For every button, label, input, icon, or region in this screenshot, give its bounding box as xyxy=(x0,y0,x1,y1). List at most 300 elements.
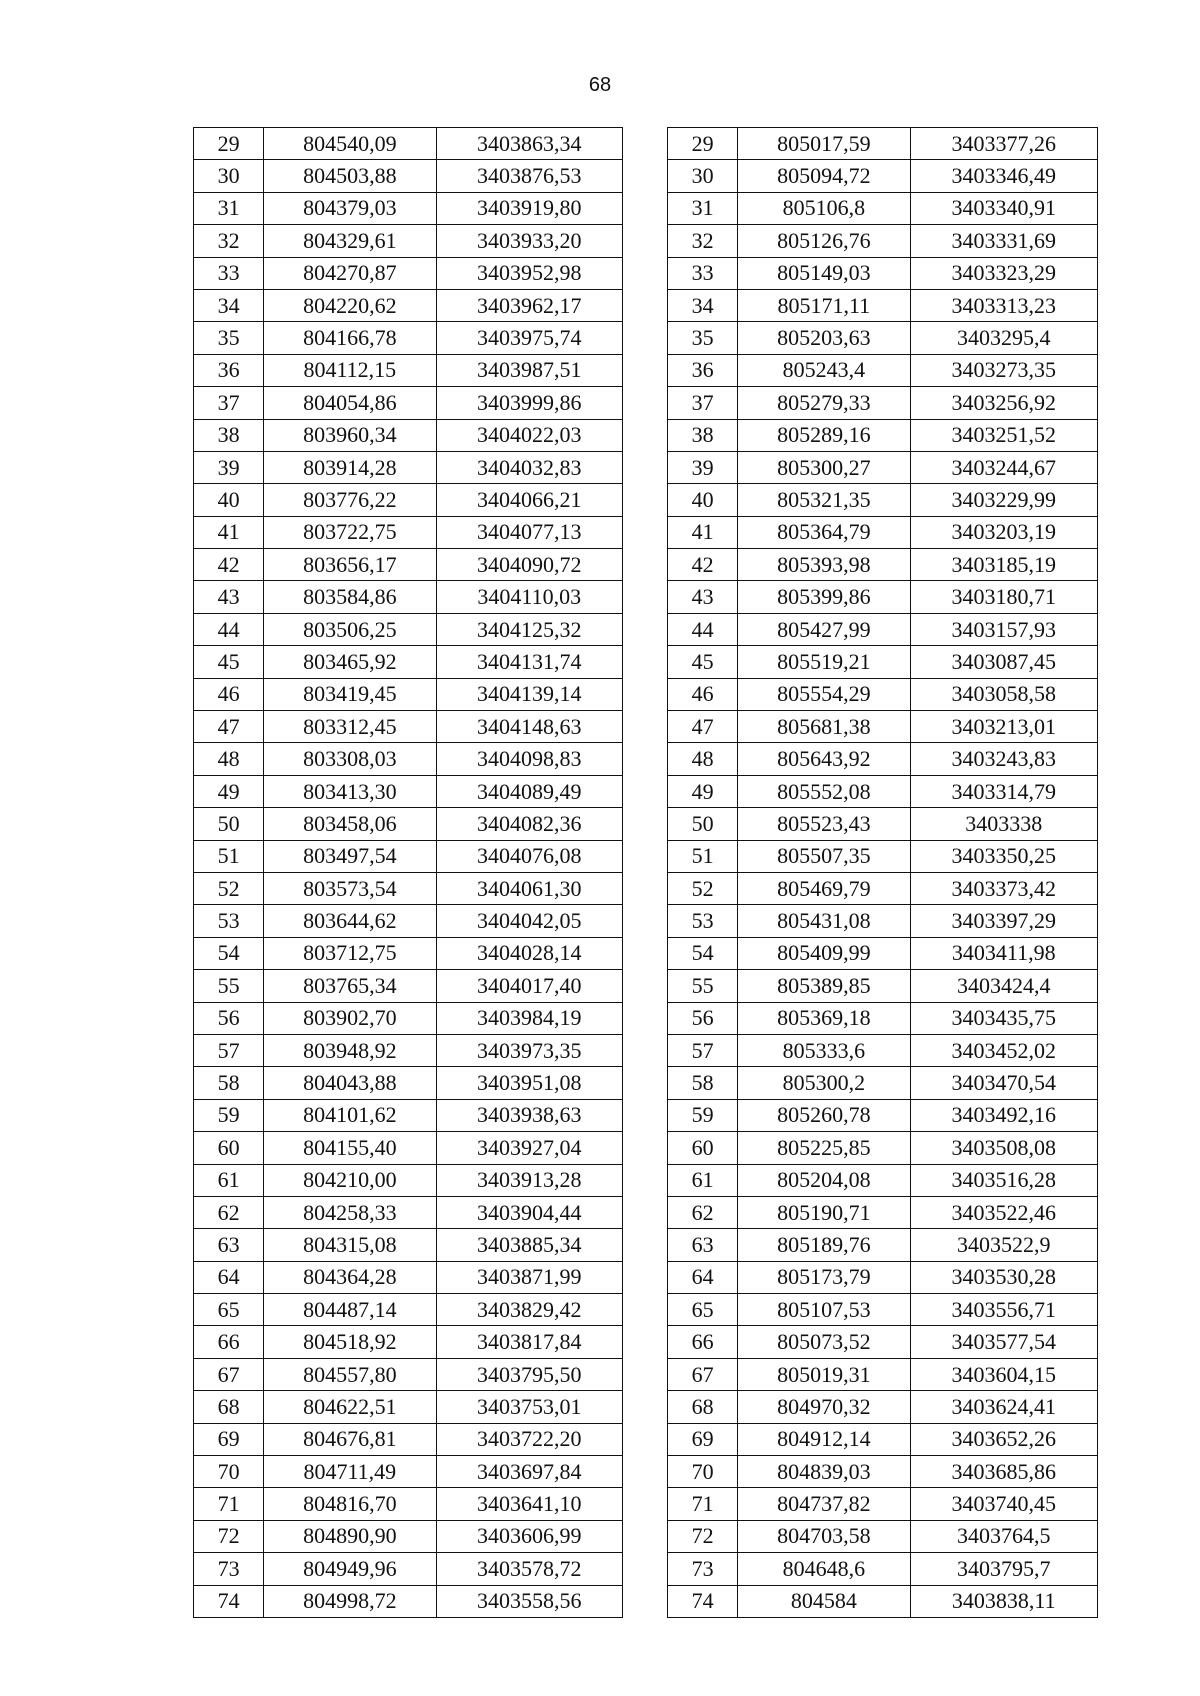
point-number-cell: 37 xyxy=(194,387,264,419)
point-number-cell: 46 xyxy=(668,678,738,710)
table-row xyxy=(194,322,623,354)
y-coordinate-cell: 3403087,45 xyxy=(910,646,1097,678)
point-number-cell: 50 xyxy=(194,808,264,840)
point-number-cell: 56 xyxy=(194,1002,264,1034)
y-coordinate-cell: 3403556,71 xyxy=(910,1294,1097,1326)
y-coordinate-cell: 3403919,80 xyxy=(436,192,622,224)
x-coordinate-cell: 805333,6 xyxy=(738,1034,910,1066)
x-coordinate-cell: 805126,76 xyxy=(738,225,910,257)
x-coordinate-cell: 804503,88 xyxy=(264,160,436,192)
x-coordinate-cell: 804315,08 xyxy=(264,1229,436,1261)
y-coordinate-cell: 3403652,26 xyxy=(910,1423,1097,1455)
point-number-cell: 68 xyxy=(194,1391,264,1423)
table-row xyxy=(194,225,623,257)
y-coordinate-cell: 3404077,13 xyxy=(436,516,622,548)
x-coordinate-cell: 805369,18 xyxy=(738,1002,910,1034)
page-number: 68 xyxy=(588,74,612,96)
x-coordinate-cell: 804648,6 xyxy=(738,1553,910,1585)
point-number-cell: 70 xyxy=(668,1456,738,1488)
point-number-cell: 49 xyxy=(194,775,264,807)
table-row xyxy=(668,160,1098,192)
x-coordinate-cell: 804379,03 xyxy=(264,192,436,224)
x-coordinate-cell: 805321,35 xyxy=(738,484,910,516)
point-number-cell: 67 xyxy=(668,1358,738,1390)
x-coordinate-cell: 805260,78 xyxy=(738,1099,910,1131)
table-row xyxy=(668,1099,1098,1131)
x-coordinate-cell: 803573,54 xyxy=(264,872,436,904)
y-coordinate-cell: 3403829,42 xyxy=(436,1294,622,1326)
table-row xyxy=(194,516,623,548)
y-coordinate-cell: 3403516,28 xyxy=(910,1164,1097,1196)
y-coordinate-cell: 3403346,49 xyxy=(910,160,1097,192)
point-number-cell: 34 xyxy=(194,289,264,321)
point-number-cell: 72 xyxy=(668,1520,738,1552)
point-number-cell: 70 xyxy=(194,1456,264,1488)
x-coordinate-cell: 805149,03 xyxy=(738,257,910,289)
point-number-cell: 47 xyxy=(668,711,738,743)
y-coordinate-cell: 3403604,15 xyxy=(910,1358,1097,1390)
table-row xyxy=(668,1326,1098,1358)
table-row xyxy=(668,1585,1098,1617)
y-coordinate-cell: 3403377,26 xyxy=(910,128,1097,160)
table-row xyxy=(668,646,1098,678)
point-number-cell: 62 xyxy=(668,1196,738,1228)
x-coordinate-cell: 805289,16 xyxy=(738,419,910,451)
table-row xyxy=(668,1229,1098,1261)
y-coordinate-cell: 3403338 xyxy=(910,808,1097,840)
point-number-cell: 57 xyxy=(194,1034,264,1066)
table-row xyxy=(668,775,1098,807)
x-coordinate-cell: 804998,72 xyxy=(264,1585,436,1617)
point-number-cell: 42 xyxy=(194,549,264,581)
table-row xyxy=(194,549,623,581)
point-number-cell: 43 xyxy=(668,581,738,613)
x-coordinate-cell: 804329,61 xyxy=(264,225,436,257)
point-number-cell: 33 xyxy=(194,257,264,289)
x-coordinate-cell: 803914,28 xyxy=(264,451,436,483)
y-coordinate-cell: 3403350,25 xyxy=(910,840,1097,872)
y-coordinate-cell: 3404090,72 xyxy=(436,549,622,581)
point-number-cell: 65 xyxy=(668,1294,738,1326)
table-row xyxy=(668,1261,1098,1293)
point-number-cell: 41 xyxy=(194,516,264,548)
table-row xyxy=(194,1099,623,1131)
y-coordinate-cell: 3403470,54 xyxy=(910,1067,1097,1099)
point-number-cell: 48 xyxy=(668,743,738,775)
table-row xyxy=(194,1326,623,1358)
y-coordinate-cell: 3403938,63 xyxy=(436,1099,622,1131)
table-row xyxy=(194,1423,623,1455)
y-coordinate-cell: 3403722,20 xyxy=(436,1423,622,1455)
point-number-cell: 68 xyxy=(668,1391,738,1423)
table-row xyxy=(668,808,1098,840)
x-coordinate-cell: 804220,62 xyxy=(264,289,436,321)
x-coordinate-cell: 804890,90 xyxy=(264,1520,436,1552)
point-number-cell: 73 xyxy=(194,1553,264,1585)
point-number-cell: 69 xyxy=(668,1423,738,1455)
x-coordinate-cell: 804043,88 xyxy=(264,1067,436,1099)
point-number-cell: 43 xyxy=(194,581,264,613)
x-coordinate-cell: 804622,51 xyxy=(264,1391,436,1423)
y-coordinate-cell: 3403522,9 xyxy=(910,1229,1097,1261)
y-coordinate-cell: 3403180,71 xyxy=(910,581,1097,613)
y-coordinate-cell: 3403185,19 xyxy=(910,549,1097,581)
y-coordinate-cell: 3403740,45 xyxy=(910,1488,1097,1520)
table-row xyxy=(668,419,1098,451)
x-coordinate-cell: 805507,35 xyxy=(738,840,910,872)
y-coordinate-cell: 3403927,04 xyxy=(436,1132,622,1164)
x-coordinate-cell: 805173,79 xyxy=(738,1261,910,1293)
y-coordinate-cell: 3403203,19 xyxy=(910,516,1097,548)
x-coordinate-cell: 803776,22 xyxy=(264,484,436,516)
point-number-cell: 61 xyxy=(194,1164,264,1196)
x-coordinate-cell: 803497,54 xyxy=(264,840,436,872)
x-coordinate-cell: 804737,82 xyxy=(738,1488,910,1520)
table-row xyxy=(668,1067,1098,1099)
point-number-cell: 64 xyxy=(194,1261,264,1293)
x-coordinate-cell: 804258,33 xyxy=(264,1196,436,1228)
y-coordinate-cell: 3404032,83 xyxy=(436,451,622,483)
table-row xyxy=(194,613,623,645)
x-coordinate-cell: 804270,87 xyxy=(264,257,436,289)
table-row xyxy=(194,257,623,289)
point-number-cell: 74 xyxy=(194,1585,264,1617)
table-row xyxy=(668,872,1098,904)
table-row xyxy=(194,646,623,678)
point-number-cell: 39 xyxy=(668,451,738,483)
point-number-cell: 52 xyxy=(668,872,738,904)
x-coordinate-cell: 803584,86 xyxy=(264,581,436,613)
table-row xyxy=(668,840,1098,872)
point-number-cell: 35 xyxy=(194,322,264,354)
point-number-cell: 72 xyxy=(194,1520,264,1552)
x-coordinate-cell: 805389,85 xyxy=(738,970,910,1002)
point-number-cell: 48 xyxy=(194,743,264,775)
x-coordinate-cell: 805364,79 xyxy=(738,516,910,548)
point-number-cell: 51 xyxy=(194,840,264,872)
y-coordinate-cell: 3403838,11 xyxy=(910,1585,1097,1617)
point-number-cell: 39 xyxy=(194,451,264,483)
y-coordinate-cell: 3403522,46 xyxy=(910,1196,1097,1228)
x-coordinate-cell: 805225,85 xyxy=(738,1132,910,1164)
x-coordinate-cell: 805171,11 xyxy=(738,289,910,321)
x-coordinate-cell: 805409,99 xyxy=(738,937,910,969)
x-coordinate-cell: 804584 xyxy=(738,1585,910,1617)
point-number-cell: 46 xyxy=(194,678,264,710)
table-row xyxy=(194,192,623,224)
y-coordinate-cell: 3403951,08 xyxy=(436,1067,622,1099)
y-coordinate-cell: 3403641,10 xyxy=(436,1488,622,1520)
point-number-cell: 30 xyxy=(194,160,264,192)
point-number-cell: 58 xyxy=(668,1067,738,1099)
table-row xyxy=(194,872,623,904)
point-number-cell: 32 xyxy=(194,225,264,257)
x-coordinate-cell: 805189,76 xyxy=(738,1229,910,1261)
point-number-cell: 66 xyxy=(194,1326,264,1358)
y-coordinate-cell: 3403295,4 xyxy=(910,322,1097,354)
y-coordinate-cell: 3403314,79 xyxy=(910,775,1097,807)
table-row xyxy=(194,1002,623,1034)
point-number-cell: 31 xyxy=(194,192,264,224)
y-coordinate-cell: 3403863,34 xyxy=(436,128,622,160)
table-row xyxy=(194,1294,623,1326)
table-row xyxy=(194,905,623,937)
point-number-cell: 35 xyxy=(668,322,738,354)
x-coordinate-cell: 804518,92 xyxy=(264,1326,436,1358)
x-coordinate-cell: 804711,49 xyxy=(264,1456,436,1488)
x-coordinate-cell: 805643,92 xyxy=(738,743,910,775)
y-coordinate-cell: 3403885,34 xyxy=(436,1229,622,1261)
x-coordinate-cell: 804101,62 xyxy=(264,1099,436,1131)
x-coordinate-cell: 805554,29 xyxy=(738,678,910,710)
coordinate-table-right xyxy=(667,127,1098,1618)
point-number-cell: 57 xyxy=(668,1034,738,1066)
point-number-cell: 38 xyxy=(194,419,264,451)
table-row xyxy=(194,1488,623,1520)
table-row xyxy=(194,1358,623,1390)
y-coordinate-cell: 3403962,17 xyxy=(436,289,622,321)
x-coordinate-cell: 805523,43 xyxy=(738,808,910,840)
y-coordinate-cell: 3403975,74 xyxy=(436,322,622,354)
table-row xyxy=(194,1034,623,1066)
y-coordinate-cell: 3404082,36 xyxy=(436,808,622,840)
y-coordinate-cell: 3404125,32 xyxy=(436,613,622,645)
table-row xyxy=(668,1488,1098,1520)
x-coordinate-cell: 803308,03 xyxy=(264,743,436,775)
table-row xyxy=(194,289,623,321)
x-coordinate-cell: 804487,14 xyxy=(264,1294,436,1326)
point-number-cell: 53 xyxy=(194,905,264,937)
point-number-cell: 31 xyxy=(668,192,738,224)
table-row xyxy=(194,840,623,872)
table-row xyxy=(668,322,1098,354)
point-number-cell: 40 xyxy=(194,484,264,516)
point-number-cell: 55 xyxy=(668,970,738,1002)
table-row xyxy=(194,1164,623,1196)
coordinate-table-left xyxy=(193,127,623,1618)
point-number-cell: 59 xyxy=(668,1099,738,1131)
point-number-cell: 58 xyxy=(194,1067,264,1099)
table-row xyxy=(194,1196,623,1228)
table-row xyxy=(668,549,1098,581)
point-number-cell: 63 xyxy=(668,1229,738,1261)
y-coordinate-cell: 3404148,63 xyxy=(436,711,622,743)
x-coordinate-cell: 803960,34 xyxy=(264,419,436,451)
x-coordinate-cell: 805393,98 xyxy=(738,549,910,581)
point-number-cell: 47 xyxy=(194,711,264,743)
point-number-cell: 71 xyxy=(668,1488,738,1520)
y-coordinate-cell: 3403753,01 xyxy=(436,1391,622,1423)
x-coordinate-cell: 803644,62 xyxy=(264,905,436,937)
point-number-cell: 67 xyxy=(194,1358,264,1390)
point-number-cell: 60 xyxy=(668,1132,738,1164)
point-number-cell: 53 xyxy=(668,905,738,937)
x-coordinate-cell: 805203,63 xyxy=(738,322,910,354)
x-coordinate-cell: 805243,4 xyxy=(738,354,910,386)
table-row xyxy=(668,1164,1098,1196)
y-coordinate-cell: 3403817,84 xyxy=(436,1326,622,1358)
y-coordinate-cell: 3404061,30 xyxy=(436,872,622,904)
x-coordinate-cell: 803458,06 xyxy=(264,808,436,840)
y-coordinate-cell: 3403904,44 xyxy=(436,1196,622,1228)
point-number-cell: 71 xyxy=(194,1488,264,1520)
point-number-cell: 54 xyxy=(194,937,264,969)
table-row xyxy=(194,484,623,516)
y-coordinate-cell: 3403578,72 xyxy=(436,1553,622,1585)
table-row xyxy=(194,1585,623,1617)
y-coordinate-cell: 3403331,69 xyxy=(910,225,1097,257)
point-number-cell: 34 xyxy=(668,289,738,321)
point-number-cell: 30 xyxy=(668,160,738,192)
y-coordinate-cell: 3404022,03 xyxy=(436,419,622,451)
table-row xyxy=(668,1520,1098,1552)
y-coordinate-cell: 3403213,01 xyxy=(910,711,1097,743)
point-number-cell: 73 xyxy=(668,1553,738,1585)
table-row xyxy=(194,1067,623,1099)
table-row xyxy=(194,160,623,192)
x-coordinate-cell: 804540,09 xyxy=(264,128,436,160)
x-coordinate-cell: 804970,32 xyxy=(738,1391,910,1423)
point-number-cell: 54 xyxy=(668,937,738,969)
y-coordinate-cell: 3403323,29 xyxy=(910,257,1097,289)
x-coordinate-cell: 805469,79 xyxy=(738,872,910,904)
y-coordinate-cell: 3403795,7 xyxy=(910,1553,1097,1585)
table-row xyxy=(194,808,623,840)
y-coordinate-cell: 3403229,99 xyxy=(910,484,1097,516)
x-coordinate-cell: 805019,31 xyxy=(738,1358,910,1390)
point-number-cell: 50 xyxy=(668,808,738,840)
point-number-cell: 44 xyxy=(194,613,264,645)
table-row xyxy=(668,1423,1098,1455)
y-coordinate-cell: 3403256,92 xyxy=(910,387,1097,419)
table-row xyxy=(668,1553,1098,1585)
x-coordinate-cell: 805204,08 xyxy=(738,1164,910,1196)
y-coordinate-cell: 3403624,41 xyxy=(910,1391,1097,1423)
x-coordinate-cell: 805300,27 xyxy=(738,451,910,483)
table-row xyxy=(194,937,623,969)
table-row xyxy=(668,1196,1098,1228)
x-coordinate-cell: 805073,52 xyxy=(738,1326,910,1358)
y-coordinate-cell: 3403397,29 xyxy=(910,905,1097,937)
y-coordinate-cell: 3403530,28 xyxy=(910,1261,1097,1293)
point-number-cell: 69 xyxy=(194,1423,264,1455)
table-row xyxy=(668,257,1098,289)
y-coordinate-cell: 3404066,21 xyxy=(436,484,622,516)
point-number-cell: 66 xyxy=(668,1326,738,1358)
y-coordinate-cell: 3403435,75 xyxy=(910,1002,1097,1034)
x-coordinate-cell: 805107,53 xyxy=(738,1294,910,1326)
x-coordinate-cell: 805190,71 xyxy=(738,1196,910,1228)
point-number-cell: 42 xyxy=(668,549,738,581)
y-coordinate-cell: 3403984,19 xyxy=(436,1002,622,1034)
point-number-cell: 63 xyxy=(194,1229,264,1261)
y-coordinate-cell: 3403685,86 xyxy=(910,1456,1097,1488)
table-row xyxy=(668,225,1098,257)
y-coordinate-cell: 3403243,83 xyxy=(910,743,1097,775)
x-coordinate-cell: 803712,75 xyxy=(264,937,436,969)
table-row xyxy=(194,1229,623,1261)
point-number-cell: 65 xyxy=(194,1294,264,1326)
x-coordinate-cell: 805106,8 xyxy=(738,192,910,224)
x-coordinate-cell: 803419,45 xyxy=(264,678,436,710)
point-number-cell: 37 xyxy=(668,387,738,419)
x-coordinate-cell: 804557,80 xyxy=(264,1358,436,1390)
x-coordinate-cell: 805279,33 xyxy=(738,387,910,419)
point-number-cell: 45 xyxy=(668,646,738,678)
y-coordinate-cell: 3403999,86 xyxy=(436,387,622,419)
x-coordinate-cell: 804054,86 xyxy=(264,387,436,419)
y-coordinate-cell: 3404089,49 xyxy=(436,775,622,807)
y-coordinate-cell: 3403411,98 xyxy=(910,937,1097,969)
table-row xyxy=(194,1132,623,1164)
y-coordinate-cell: 3404098,83 xyxy=(436,743,622,775)
y-coordinate-cell: 3403508,08 xyxy=(910,1132,1097,1164)
table-row xyxy=(194,970,623,1002)
y-coordinate-cell: 3404017,40 xyxy=(436,970,622,1002)
table-row xyxy=(668,1034,1098,1066)
point-number-cell: 59 xyxy=(194,1099,264,1131)
y-coordinate-cell: 3403251,52 xyxy=(910,419,1097,451)
table-row xyxy=(194,581,623,613)
x-coordinate-cell: 803765,34 xyxy=(264,970,436,1002)
table-row xyxy=(668,387,1098,419)
point-number-cell: 56 xyxy=(668,1002,738,1034)
x-coordinate-cell: 804676,81 xyxy=(264,1423,436,1455)
table-row xyxy=(668,743,1098,775)
x-coordinate-cell: 805519,21 xyxy=(738,646,910,678)
y-coordinate-cell: 3404139,14 xyxy=(436,678,622,710)
x-coordinate-cell: 803506,25 xyxy=(264,613,436,645)
point-number-cell: 29 xyxy=(194,128,264,160)
y-coordinate-cell: 3404131,74 xyxy=(436,646,622,678)
table-row xyxy=(668,289,1098,321)
table-row xyxy=(668,1132,1098,1164)
y-coordinate-cell: 3403913,28 xyxy=(436,1164,622,1196)
table-row xyxy=(194,419,623,451)
y-coordinate-cell: 3403795,50 xyxy=(436,1358,622,1390)
y-coordinate-cell: 3404110,03 xyxy=(436,581,622,613)
y-coordinate-cell: 3403933,20 xyxy=(436,225,622,257)
y-coordinate-cell: 3403973,35 xyxy=(436,1034,622,1066)
x-coordinate-cell: 804210,00 xyxy=(264,1164,436,1196)
point-number-cell: 33 xyxy=(668,257,738,289)
table-row xyxy=(194,451,623,483)
y-coordinate-cell: 3403987,51 xyxy=(436,354,622,386)
y-coordinate-cell: 3403876,53 xyxy=(436,160,622,192)
x-coordinate-cell: 804166,78 xyxy=(264,322,436,354)
x-coordinate-cell: 805552,08 xyxy=(738,775,910,807)
point-number-cell: 29 xyxy=(668,128,738,160)
table-row xyxy=(668,1456,1098,1488)
x-coordinate-cell: 804364,28 xyxy=(264,1261,436,1293)
table-row xyxy=(194,1520,623,1552)
y-coordinate-cell: 3403606,99 xyxy=(436,1520,622,1552)
y-coordinate-cell: 3403558,56 xyxy=(436,1585,622,1617)
point-number-cell: 61 xyxy=(668,1164,738,1196)
table-row xyxy=(194,775,623,807)
table-row xyxy=(668,354,1098,386)
x-coordinate-cell: 804155,40 xyxy=(264,1132,436,1164)
table-row xyxy=(194,354,623,386)
point-number-cell: 52 xyxy=(194,872,264,904)
table-row xyxy=(668,1002,1098,1034)
table-row xyxy=(668,192,1098,224)
x-coordinate-cell: 803948,92 xyxy=(264,1034,436,1066)
y-coordinate-cell: 3403952,98 xyxy=(436,257,622,289)
y-coordinate-cell: 3403452,02 xyxy=(910,1034,1097,1066)
x-coordinate-cell: 803902,70 xyxy=(264,1002,436,1034)
y-coordinate-cell: 3403273,35 xyxy=(910,354,1097,386)
